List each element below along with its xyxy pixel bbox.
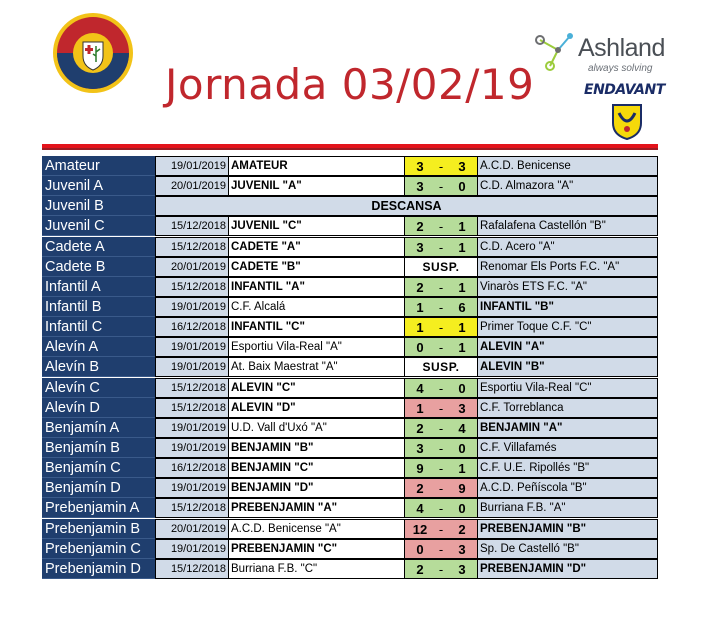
score-cell bbox=[405, 559, 478, 579]
home-team: ALEVIN "D" bbox=[229, 398, 405, 418]
away-goals: 4 bbox=[458, 420, 466, 436]
match-date: 15/12/2018 bbox=[155, 559, 229, 579]
match-date: 20/01/2019 bbox=[155, 257, 229, 277]
home-goals: 0 bbox=[416, 541, 424, 557]
category-label: Prebenjamin D bbox=[42, 559, 155, 579]
score-separator: - bbox=[438, 380, 444, 396]
score-separator: - bbox=[438, 279, 444, 295]
table-row bbox=[42, 478, 658, 498]
score-cell bbox=[405, 176, 478, 196]
category-label: Juvenil B bbox=[42, 196, 155, 216]
home-team: BENJAMIN "C" bbox=[229, 458, 405, 478]
away-team: Sp. De Castelló "B" bbox=[478, 539, 658, 559]
table-row bbox=[42, 378, 658, 398]
home-team: Esportiu Vila-Real "A" bbox=[229, 337, 405, 357]
score-separator: - bbox=[438, 340, 444, 356]
away-team: Rafalafena Castellón "B" bbox=[478, 216, 658, 236]
score-cell bbox=[405, 438, 478, 458]
home-team: JUVENIL "C" bbox=[229, 216, 405, 236]
category-label: Prebenjamin B bbox=[42, 519, 155, 539]
table-row bbox=[42, 498, 658, 518]
away-team: PREBENJAMIN "B" bbox=[478, 519, 658, 539]
away-team: Renomar Els Ports F.C. "A" bbox=[478, 257, 658, 277]
rest-week-cell: DESCANSA bbox=[155, 196, 658, 216]
category-label: Infantil C bbox=[42, 317, 155, 337]
category-label: Infantil A bbox=[42, 277, 155, 297]
page-title: Jornada 03/02/19 bbox=[165, 60, 535, 109]
score-separator: - bbox=[438, 219, 444, 235]
table-row bbox=[42, 398, 658, 418]
sponsor-name: Ashland bbox=[578, 34, 665, 62]
sponsor-tagline: always solving bbox=[588, 63, 653, 74]
home-team: BENJAMIN "B" bbox=[229, 438, 405, 458]
away-team: PREBENJAMIN "D" bbox=[478, 559, 658, 579]
category-label: Amateur bbox=[42, 156, 155, 176]
home-goals: 4 bbox=[416, 501, 424, 517]
match-date: 15/12/2018 bbox=[155, 378, 229, 398]
category-label: Benjamín D bbox=[42, 478, 155, 498]
category-label: Alevín D bbox=[42, 398, 155, 418]
away-goals: 0 bbox=[458, 380, 466, 396]
score-cell bbox=[405, 519, 478, 539]
category-label: Infantil B bbox=[42, 297, 155, 317]
score-cell bbox=[405, 478, 478, 498]
home-team: CADETE "A" bbox=[229, 237, 405, 257]
away-goals: 1 bbox=[458, 340, 466, 356]
home-team: BENJAMIN "D" bbox=[229, 478, 405, 498]
table-row bbox=[42, 216, 658, 236]
home-team: INFANTIL "C" bbox=[229, 317, 405, 337]
score-cell bbox=[405, 156, 478, 176]
away-team: ALEVIN "B" bbox=[478, 357, 658, 377]
score-separator: - bbox=[438, 159, 444, 174]
home-team: CADETE "B" bbox=[229, 257, 405, 277]
away-team: C.F. Villafamés bbox=[478, 438, 658, 458]
result-status: SUSP. bbox=[405, 257, 478, 277]
away-goals: 0 bbox=[458, 501, 466, 517]
category-label: Alevín A bbox=[42, 337, 155, 357]
away-goals: 3 bbox=[458, 541, 466, 557]
away-goals: 1 bbox=[458, 219, 466, 235]
score-cell bbox=[405, 216, 478, 236]
category-label: Prebenjamin C bbox=[42, 539, 155, 559]
villarreal-crest-icon bbox=[611, 101, 643, 141]
table-row bbox=[42, 257, 658, 277]
home-goals: 4 bbox=[416, 380, 424, 396]
score-cell bbox=[405, 458, 478, 478]
home-goals: 0 bbox=[416, 340, 424, 356]
away-goals: 0 bbox=[458, 440, 466, 456]
match-date: 15/12/2018 bbox=[155, 216, 229, 236]
match-date: 16/12/2018 bbox=[155, 317, 229, 337]
home-goals: 1 bbox=[416, 299, 424, 315]
category-label: Cadete B bbox=[42, 257, 155, 277]
match-date: 19/01/2019 bbox=[155, 337, 229, 357]
away-team: A.C.D. Peñíscola "B" bbox=[478, 478, 658, 498]
score-separator: - bbox=[438, 239, 444, 255]
table-row bbox=[42, 458, 658, 478]
home-team: Burriana F.B. "C" bbox=[229, 559, 405, 579]
table-row bbox=[42, 559, 658, 579]
match-date: 16/12/2018 bbox=[155, 458, 229, 478]
score-cell bbox=[405, 498, 478, 518]
home-team: INFANTIL "A" bbox=[229, 277, 405, 297]
score-cell bbox=[405, 237, 478, 257]
match-date: 15/12/2018 bbox=[155, 498, 229, 518]
score-separator: - bbox=[438, 561, 444, 577]
table-row bbox=[42, 317, 658, 337]
match-date: 19/01/2019 bbox=[155, 156, 229, 176]
table-row bbox=[42, 539, 658, 559]
home-goals: 2 bbox=[416, 481, 424, 497]
score-separator: - bbox=[438, 521, 444, 537]
score-cell bbox=[405, 418, 478, 438]
table-row bbox=[42, 337, 658, 357]
away-team: C.D. Acero "A" bbox=[478, 237, 658, 257]
away-team: ALEVIN "A" bbox=[478, 337, 658, 357]
score-separator: - bbox=[438, 481, 444, 497]
score-separator: - bbox=[438, 420, 444, 436]
away-team: BENJAMIN "A" bbox=[478, 418, 658, 438]
category-label: Alevín C bbox=[42, 378, 155, 398]
away-goals: 3 bbox=[458, 159, 466, 174]
score-separator: - bbox=[438, 541, 444, 557]
score-separator: - bbox=[438, 320, 444, 336]
match-date: 19/01/2019 bbox=[155, 418, 229, 438]
match-date: 19/01/2019 bbox=[155, 539, 229, 559]
match-date: 19/01/2019 bbox=[155, 438, 229, 458]
away-team: C.D. Almazora "A" bbox=[478, 176, 658, 196]
score-separator: - bbox=[438, 501, 444, 517]
score-cell bbox=[405, 539, 478, 559]
category-label: Prebenjamin A bbox=[42, 498, 155, 518]
table-row bbox=[42, 196, 658, 216]
home-goals: 2 bbox=[416, 561, 424, 577]
category-label: Alevín B bbox=[42, 357, 155, 377]
home-team: C.F. Alcalá bbox=[229, 297, 405, 317]
home-goals: 2 bbox=[416, 420, 424, 436]
home-goals: 1 bbox=[416, 320, 424, 336]
match-date: 15/12/2018 bbox=[155, 277, 229, 297]
home-goals: 1 bbox=[416, 400, 424, 416]
table-row bbox=[42, 237, 658, 257]
score-separator: - bbox=[438, 440, 444, 456]
score-cell bbox=[405, 317, 478, 337]
away-team: INFANTIL "B" bbox=[478, 297, 658, 317]
score-cell bbox=[405, 277, 478, 297]
score-separator: - bbox=[438, 299, 444, 315]
club-crest-logo bbox=[52, 12, 134, 94]
score-separator: - bbox=[438, 179, 444, 195]
result-status: SUSP. bbox=[405, 357, 478, 377]
category-label: Cadete A bbox=[42, 237, 155, 257]
results-table bbox=[42, 156, 658, 579]
header-divider-shadow bbox=[42, 148, 658, 150]
away-team: Primer Toque C.F. "C" bbox=[478, 317, 658, 337]
table-row bbox=[42, 176, 658, 196]
table-row bbox=[42, 277, 658, 297]
home-team: PREBENJAMIN "C" bbox=[229, 539, 405, 559]
match-date: 15/12/2018 bbox=[155, 237, 229, 257]
home-team: PREBENJAMIN "A" bbox=[229, 498, 405, 518]
score-separator: - bbox=[438, 461, 444, 477]
away-goals: 1 bbox=[458, 239, 466, 255]
table-row bbox=[42, 438, 658, 458]
home-team: U.D. Vall d'Uxó "A" bbox=[229, 418, 405, 438]
home-team: At. Baix Maestrat "A" bbox=[229, 357, 405, 377]
home-team: ALEVIN "C" bbox=[229, 378, 405, 398]
away-team: C.F. Torreblanca bbox=[478, 398, 658, 418]
score-cell bbox=[405, 378, 478, 398]
away-goals: 6 bbox=[458, 299, 466, 315]
home-goals: 3 bbox=[416, 239, 424, 255]
home-goals: 2 bbox=[416, 279, 424, 295]
table-row bbox=[42, 418, 658, 438]
home-team: JUVENIL "A" bbox=[229, 176, 405, 196]
score-separator: - bbox=[438, 400, 444, 416]
match-date: 20/01/2019 bbox=[155, 176, 229, 196]
home-goals: 9 bbox=[416, 461, 424, 477]
category-label: Juvenil A bbox=[42, 176, 155, 196]
score-cell bbox=[405, 297, 478, 317]
home-goals: 12 bbox=[412, 521, 428, 537]
home-goals: 3 bbox=[416, 179, 424, 195]
away-goals: 1 bbox=[458, 461, 466, 477]
table-row bbox=[42, 357, 658, 377]
away-goals: 2 bbox=[458, 521, 466, 537]
away-goals: 3 bbox=[458, 400, 466, 416]
away-team: A.C.D. Benicense bbox=[478, 156, 658, 176]
category-label: Benjamín B bbox=[42, 438, 155, 458]
category-label: Benjamín A bbox=[42, 418, 155, 438]
table-row bbox=[42, 519, 658, 539]
home-goals: 3 bbox=[416, 159, 424, 174]
home-goals: 2 bbox=[416, 219, 424, 235]
match-date: 19/01/2019 bbox=[155, 357, 229, 377]
score-cell bbox=[405, 337, 478, 357]
away-team: C.F. U.E. Ripollés "B" bbox=[478, 458, 658, 478]
category-label: Benjamín C bbox=[42, 458, 155, 478]
table-row bbox=[42, 156, 658, 176]
away-goals: 3 bbox=[458, 561, 466, 577]
table-row bbox=[42, 297, 658, 317]
home-team: A.C.D. Benicense "A" bbox=[229, 519, 405, 539]
away-goals: 9 bbox=[458, 481, 466, 497]
home-team: AMATEUR bbox=[229, 156, 405, 176]
match-date: 19/01/2019 bbox=[155, 297, 229, 317]
sponsor2-logo: ENDAVANT bbox=[584, 82, 665, 98]
home-goals: 3 bbox=[416, 440, 424, 456]
match-date: 15/12/2018 bbox=[155, 398, 229, 418]
category-label: Juvenil C bbox=[42, 216, 155, 236]
away-team: Vinaròs ETS F.C. "A" bbox=[478, 277, 658, 297]
away-goals: 1 bbox=[458, 279, 466, 295]
away-team: Esportiu Vila-Real "C" bbox=[478, 378, 658, 398]
match-date: 19/01/2019 bbox=[155, 478, 229, 498]
score-cell bbox=[405, 398, 478, 418]
match-date: 20/01/2019 bbox=[155, 519, 229, 539]
away-team: Burriana F.B. "A" bbox=[478, 498, 658, 518]
away-goals: 0 bbox=[458, 179, 466, 195]
away-goals: 1 bbox=[458, 320, 466, 336]
